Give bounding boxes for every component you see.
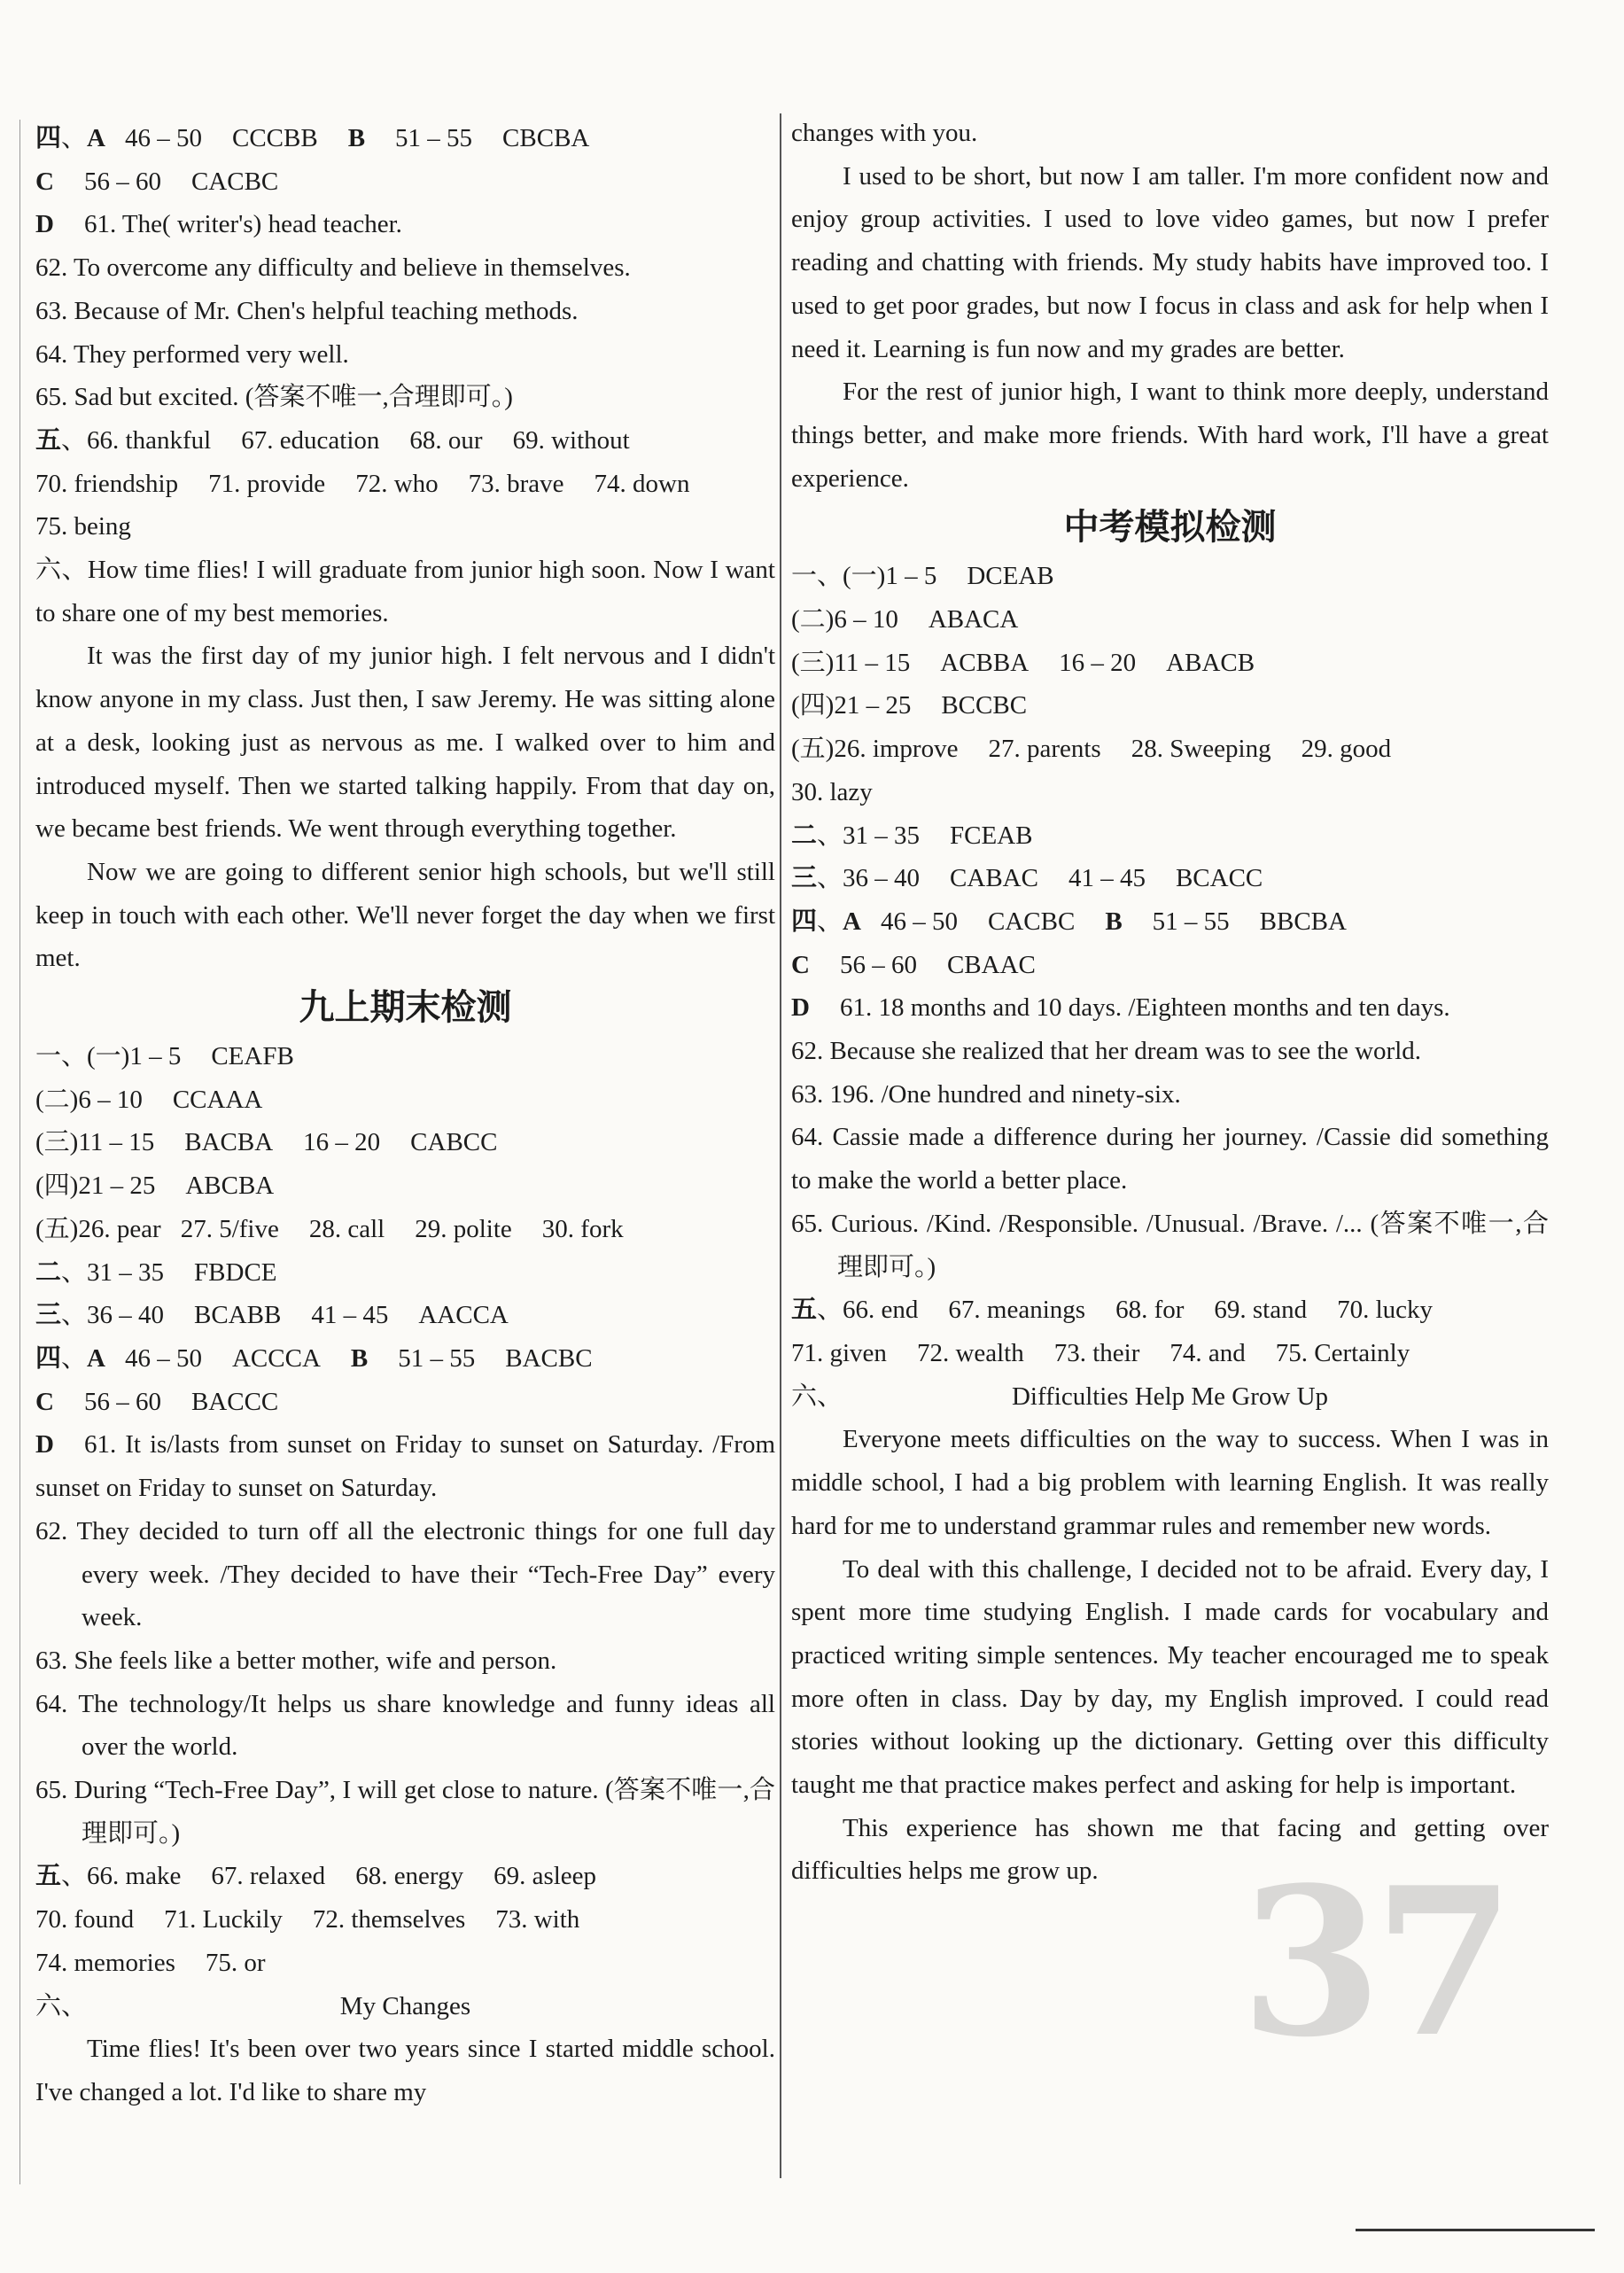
answer-line-one-3: (三)11 – 15 BACBA 16 – 20 CABCC xyxy=(35,1128,498,1157)
answer-line-64: 64. They performed very well. xyxy=(35,339,349,369)
answer-line-one-4: (四)21 – 25 ABCBA xyxy=(35,1172,275,1201)
answer-line-five-2: 70. found 71. Luckily 72. themselves 73. with xyxy=(35,1905,580,1934)
essay-paragraph: For the rest of junior high, I want to think more deeply, understand things better, and make more friends. With hard work, I'll have a great experience. xyxy=(791,378,1549,493)
answer-line-65: 65. During “Tech-Free Day”, I will get close to nature. (答案不唯一,合理即可。) xyxy=(35,1776,775,1848)
answer-line-65: 65. Curious. /Kind. /Responsible. /Unusual. /Brave. /... (答案不唯一,合理即可。) xyxy=(791,1209,1549,1281)
answer-line-62: 62. Because she realized that her dream was to see the world. xyxy=(791,1037,1422,1066)
answer-line-five-1: 五、66. thankful 67. education 68. our 69. without xyxy=(35,425,630,455)
section-title: 九上期末检测 xyxy=(299,987,512,1029)
answer-line-two: 二、31 – 35 FCEAB xyxy=(791,821,1033,850)
answer-line-one-1: 一、(一)1 – 5 DCEAB xyxy=(791,562,1054,591)
section-title: 中考模拟检测 xyxy=(1063,507,1277,549)
answer-line-one-5: (五)26. improve 27. parents 28. Sweeping 29. good xyxy=(791,735,1392,764)
essay-title: 六、 Difficulties Help Me Grow Up xyxy=(791,1382,1329,1411)
answer-line-62: 62. They decided to turn off all the electronic things for one full day every week. /They decided to have their “Tech-Free Day” every week. xyxy=(35,1516,775,1632)
answer-line-one-5: (五)26. pear 27. 5/five 28. call 29. polite 30. fork xyxy=(35,1214,624,1243)
essay-paragraph: Everyone meets difficulties on the way to success. When I was in middle school, I had a big problem with learning English. It was really hard for me to understand grammar rules and remember new words. xyxy=(791,1425,1549,1540)
answer-line-63: 63. She feels like a better mother, wife and person. xyxy=(35,1646,557,1675)
answer-line-five-2: 71. given 72. wealth 73. their 74. and 75. Certainly xyxy=(791,1338,1410,1367)
left-column xyxy=(35,117,775,2114)
answer-line-four-ab: 四、A 46 – 50 CACBC B 51 – 55 BBCBA xyxy=(791,907,1347,936)
answer-line-one-2: (二)6 – 10 CCAAA xyxy=(35,1085,263,1114)
essay-paragraph: changes with you. xyxy=(791,119,978,147)
right-column xyxy=(791,112,1549,1893)
essay-paragraph: I used to be short, but now I am taller. I'm more confident now and enjoy group activities. I used to love video games, but now I prefer reading and chatting with friends. My study habits have improved too. I used to get poor grades, but now I focus in class and ask for help when I need it. Learning is fun now and my grades are better. xyxy=(791,161,1549,363)
answer-line-one-1: 一、(一)1 – 5 CEAFB xyxy=(35,1042,294,1071)
answer-line-five-1: 五、66. end 67. meanings 68. for 69. stand 70. lucky xyxy=(791,1296,1434,1325)
answer-line-four-ab: 四、A 46 – 50 ACCCA B 51 – 55 BACBC xyxy=(35,1343,593,1373)
answer-line-five-3: 75. being xyxy=(35,512,131,541)
essay-paragraph: To deal with this challenge, I decided not to be afraid. Every day, I spent more time studying English. I made cards for vocabulary and practiced writing simple sentences. My teacher encouraged me to speak more often in class. Day by day, my English improved. I could read stories without looking up the dictionary. Getting over this difficulty taught me that practice makes perfect and asking for help is important. xyxy=(791,1554,1549,1800)
answer-line-62: 62. To overcome any difficulty and believe in themselves. xyxy=(35,253,631,283)
column-divider xyxy=(780,113,781,2178)
page-number: 37 xyxy=(1240,1843,1507,2082)
essay-title: 六、 My Changes xyxy=(35,1991,471,2020)
essay-paragraph: Now we are going to different senior high schools, but we'll still keep in touch with each other. We'll never forget the day when we first met. xyxy=(35,857,775,973)
answer-line-64: 64. Cassie made a difference during her journey. /Cassie did something to make the world a better place. xyxy=(791,1123,1549,1195)
essay-paragraph: It was the first day of my junior high. I felt nervous and I didn't know anyone in my class. Just then, I saw Jeremy. He was sitting alone at a desk, looking just as nervous as me. I walked over to him and introduced myself. Then we started talking happily. From that day on, we became best friends. We went through everything together. xyxy=(35,642,775,844)
essay-paragraph: Time flies! It's been over two years since I started middle school. I've changed a lot. I'd like to share my xyxy=(35,2035,775,2106)
answer-line-one-5b: 30. lazy xyxy=(791,777,873,806)
answer-line-61: D 61. 18 months and 10 days. /Eighteen months and ten days. xyxy=(791,993,1450,1023)
answer-line-four-c: C 56 – 60 BACCC xyxy=(35,1387,279,1416)
essay-paragraph: 六、How time flies! I will graduate from junior high soon. Now I want to share one of my best memories. xyxy=(35,556,775,627)
answer-line-five-2: 70. friendship 71. provide 72. who 73. brave 74. down xyxy=(35,469,690,498)
answer-line-four-c: C 56 – 60 CBAAC xyxy=(791,950,1036,979)
answer-line-five-1: 五、66. make 67. relaxed 68. energy 69. asleep xyxy=(35,1862,597,1891)
answer-line-three: 三、36 – 40 CABAC 41 – 45 BCACC xyxy=(791,864,1263,893)
answer-line-61: D 61. It is/lasts from sunset on Friday to sunset on Saturday. /From sunset on Friday to sunset on Saturday. xyxy=(35,1430,775,1503)
answer-line-64: 64. The technology/It helps us share knowledge and funny ideas all over the world. xyxy=(35,1689,775,1762)
answer-line-five-3: 74. memories 75. or xyxy=(35,1948,266,1977)
answer-line-three: 三、36 – 40 BCABB 41 – 45 AACCA xyxy=(35,1301,509,1330)
answer-line-four-c: C 56 – 60 CACBC xyxy=(35,167,279,196)
answer-line-65: 65. Sad but excited. (答案不唯一,合理即可。) xyxy=(35,383,513,412)
footer-rule xyxy=(1356,2229,1595,2231)
answer-line-four-ab: 四、A 46 – 50 CCCBB B 51 – 55 CBCBA xyxy=(35,124,590,152)
essay-paragraph: This experience has shown me that facing and getting over difficulties helps me grow up. xyxy=(791,1813,1549,1886)
answer-line-63: 63. 196. /One hundred and ninety-six. xyxy=(791,1079,1181,1109)
answer-line-61: D 61. The( writer's) head teacher. xyxy=(35,210,402,239)
answer-line-one-4: (四)21 – 25 BCCBC xyxy=(791,691,1028,720)
answer-line-two: 二、31 – 35 FBDCE xyxy=(35,1257,277,1287)
answer-line-one-2: (二)6 – 10 ABACA xyxy=(791,605,1019,634)
answer-line-63: 63. Because of Mr. Chen's helpful teaching methods. xyxy=(35,296,579,325)
answer-line-one-3: (三)11 – 15 ACBBA 16 – 20 ABACB xyxy=(791,648,1255,677)
left-margin-rule xyxy=(19,120,20,2184)
